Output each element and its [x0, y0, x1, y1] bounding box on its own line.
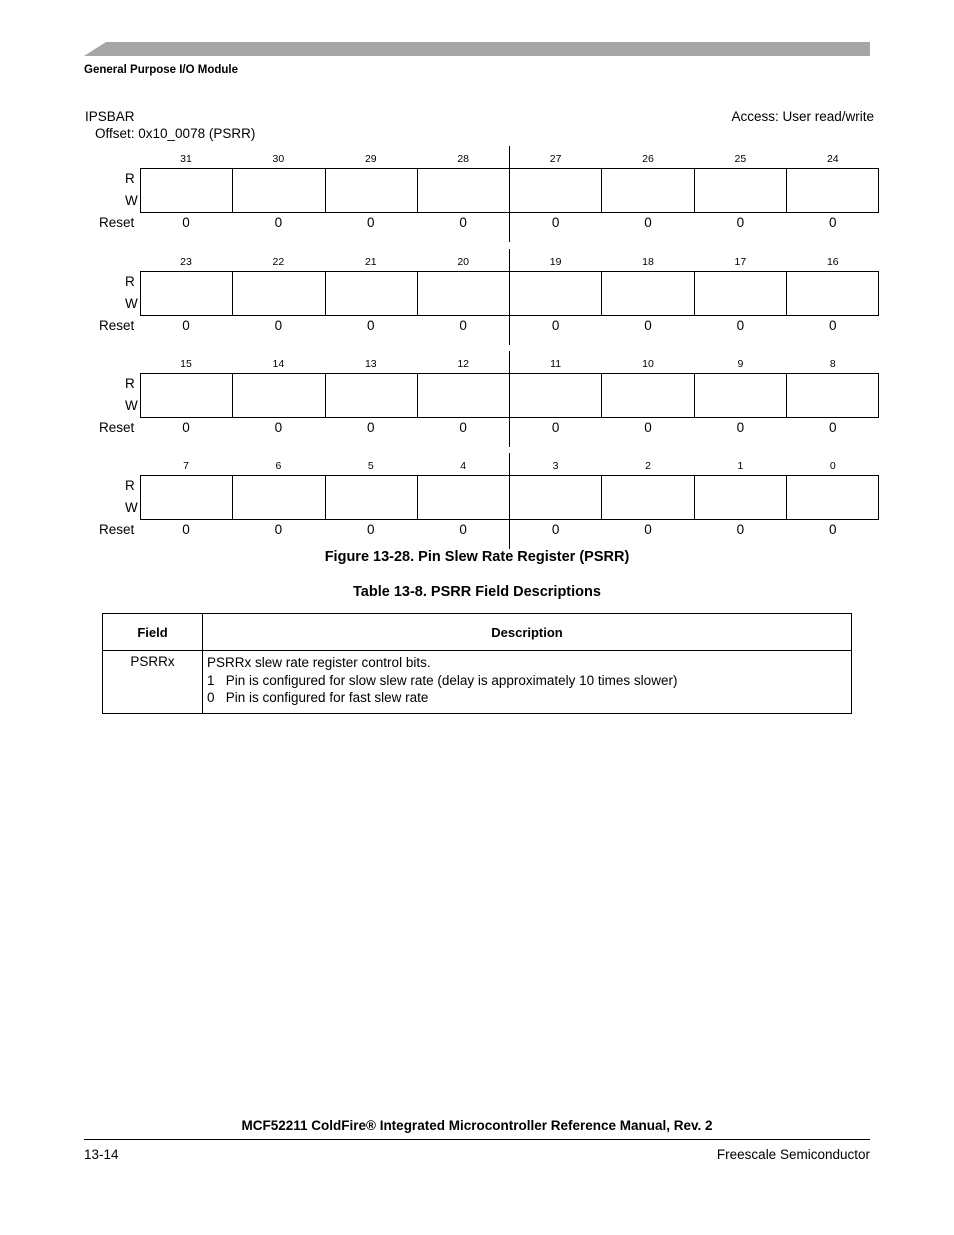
register-base-label: IPSBAR: [85, 109, 135, 124]
bit-number: 29: [364, 153, 377, 165]
bit-field-cell: [694, 374, 786, 417]
reset-value: 0: [182, 420, 190, 435]
bit-number: 11: [550, 358, 562, 370]
reset-value: 0: [736, 522, 745, 537]
bit-field-cell: [325, 272, 417, 315]
bit-field-cell: [601, 476, 693, 519]
bit-number: 24: [826, 153, 839, 165]
reset-label: Reset: [99, 318, 135, 333]
bit-number: 13: [364, 358, 377, 370]
reset-value: 0: [736, 215, 745, 230]
bit-number: 25: [734, 153, 747, 165]
reset-value: 0: [551, 522, 560, 537]
bit-field-cell: [694, 272, 786, 315]
bit-number: 30: [272, 153, 285, 165]
table-header-description: Description: [203, 614, 852, 651]
reset-value: 0: [182, 522, 190, 537]
bit-number: 20: [457, 256, 470, 268]
bit-field-cell: [325, 374, 417, 417]
reset-value: 0: [829, 318, 837, 333]
read-label: R: [125, 376, 135, 391]
bit-field-cell: [417, 476, 509, 519]
bit-number: 23: [180, 256, 192, 268]
reset-label: Reset: [99, 522, 135, 537]
bit-field-cell: [601, 374, 693, 417]
reset-value: 0: [644, 318, 652, 333]
bit-field-cell: [509, 374, 601, 417]
register-row: [0, 153, 954, 253]
field-description: [203, 651, 852, 714]
bit-field-cell: [417, 374, 509, 417]
bit-number: 2: [645, 460, 651, 472]
read-label: R: [125, 171, 135, 186]
reset-value: 0: [367, 215, 375, 230]
bit-number: 9: [737, 358, 744, 370]
bit-field-cell: [141, 374, 232, 417]
register-row: [0, 460, 954, 560]
bit-field-cell: [141, 272, 232, 315]
reset-value: 0: [551, 215, 560, 230]
footer-title: MCF52211 ColdFire® Integrated Microcontroller Reference Manual, Rev. 2: [241, 1118, 713, 1133]
reset-value: 0: [736, 420, 745, 435]
bit-number: 12: [457, 358, 470, 370]
bit-field-cell: [786, 476, 878, 519]
page-number: 13-14: [84, 1147, 119, 1162]
bit-field-cell: [786, 374, 878, 417]
reset-value: 0: [459, 420, 467, 435]
register-bit-fields: [140, 271, 879, 316]
bit-number: 28: [457, 153, 470, 165]
bit-field-cell: [232, 272, 324, 315]
bit-number: 21: [364, 256, 377, 268]
reset-value: 0: [644, 522, 652, 537]
table-header-row: [103, 614, 852, 651]
footer-divider: [84, 1139, 870, 1140]
reset-value: 0: [644, 215, 652, 230]
write-label: W: [125, 296, 138, 311]
reset-value: 0: [459, 215, 467, 230]
bit-number: 6: [275, 460, 282, 472]
bit-number: 18: [642, 256, 654, 268]
bit-field-cell: [141, 169, 232, 212]
register-offset-label: Offset: 0x10_0078 (PSRR): [95, 126, 256, 141]
reset-value: 0: [274, 420, 283, 435]
field-descriptions-table: [102, 613, 852, 714]
bit-field-cell: [694, 169, 786, 212]
bit-number: 10: [642, 358, 654, 370]
bit-field-cell: [601, 272, 693, 315]
bit-number: 26: [642, 153, 654, 165]
bit-number: 15: [180, 358, 192, 370]
reset-value: 0: [274, 215, 283, 230]
bit-field-cell: [509, 476, 601, 519]
bit-number: 19: [549, 256, 562, 268]
reset-value: 0: [551, 318, 560, 333]
register-bit-fields: [140, 168, 879, 213]
bit-field-cell: [786, 272, 878, 315]
description-line: 1 Pin is configured for slow slew rate (delay is approximately 10 times slower): [207, 672, 678, 688]
header-bar: [84, 42, 870, 56]
bit-field-cell: [325, 169, 417, 212]
bit-number: 14: [272, 358, 285, 370]
description-line: PSRRx slew rate register control bits.: [207, 655, 431, 670]
bit-field-cell: [417, 272, 509, 315]
field-name: PSRRx: [103, 651, 203, 714]
read-label: R: [125, 274, 135, 289]
bit-field-cell: [232, 374, 324, 417]
bit-number: 16: [826, 256, 839, 268]
reset-value: 0: [829, 420, 837, 435]
register-bit-fields: [140, 475, 879, 520]
bit-field-cell: [509, 272, 601, 315]
bit-field-cell: [232, 169, 324, 212]
reset-value: 0: [829, 522, 837, 537]
reset-value: 0: [182, 318, 190, 333]
bit-field-cell: [141, 476, 232, 519]
reset-value: 0: [551, 420, 560, 435]
bit-number: 31: [180, 153, 192, 165]
read-label: R: [125, 478, 135, 493]
bit-field-cell: [325, 476, 417, 519]
register-row: [0, 358, 954, 458]
write-label: W: [125, 500, 138, 515]
reset-value: 0: [829, 215, 837, 230]
write-label: W: [125, 193, 138, 208]
bit-number: 7: [183, 460, 189, 472]
register-row: [0, 256, 954, 356]
company-name: Freescale Semiconductor: [716, 1147, 870, 1162]
bit-number: 4: [460, 460, 467, 472]
bit-number: 0: [829, 460, 836, 472]
bit-number: 27: [549, 153, 562, 165]
register-bit-fields: [140, 373, 879, 418]
reset-label: Reset: [99, 215, 135, 230]
figure-caption: Figure 13-28. Pin Slew Rate Register (PSRR): [324, 549, 630, 565]
bit-field-cell: [601, 169, 693, 212]
bit-field-cell: [417, 169, 509, 212]
section-title: General Purpose I/O Module: [84, 64, 239, 76]
reset-value: 0: [274, 522, 283, 537]
bit-number: 3: [552, 460, 559, 472]
reset-value: 0: [736, 318, 745, 333]
bit-number: 1: [737, 460, 744, 472]
table-header-field: Field: [103, 614, 203, 651]
reset-value: 0: [182, 215, 190, 230]
reset-value: 0: [644, 420, 652, 435]
register-access-label: Access: User read/write: [731, 109, 874, 124]
bit-number: 22: [272, 256, 285, 268]
table-row: [103, 651, 852, 714]
table-caption: Table 13-8. PSRR Field Descriptions: [353, 584, 601, 600]
bit-field-cell: [232, 476, 324, 519]
reset-value: 0: [459, 522, 467, 537]
bit-number: 8: [829, 358, 836, 370]
description-line: 0 Pin is configured for fast slew rate: [207, 690, 429, 705]
reset-value: 0: [459, 318, 467, 333]
bit-field-cell: [509, 169, 601, 212]
reset-value: 0: [274, 318, 283, 333]
bit-number: 5: [367, 460, 374, 472]
bit-field-cell: [786, 169, 878, 212]
reset-value: 0: [367, 420, 375, 435]
write-label: W: [125, 398, 138, 413]
reset-value: 0: [367, 522, 375, 537]
reset-label: Reset: [99, 420, 135, 435]
reset-value: 0: [367, 318, 375, 333]
bit-field-cell: [694, 476, 786, 519]
bit-number: 17: [734, 256, 747, 268]
